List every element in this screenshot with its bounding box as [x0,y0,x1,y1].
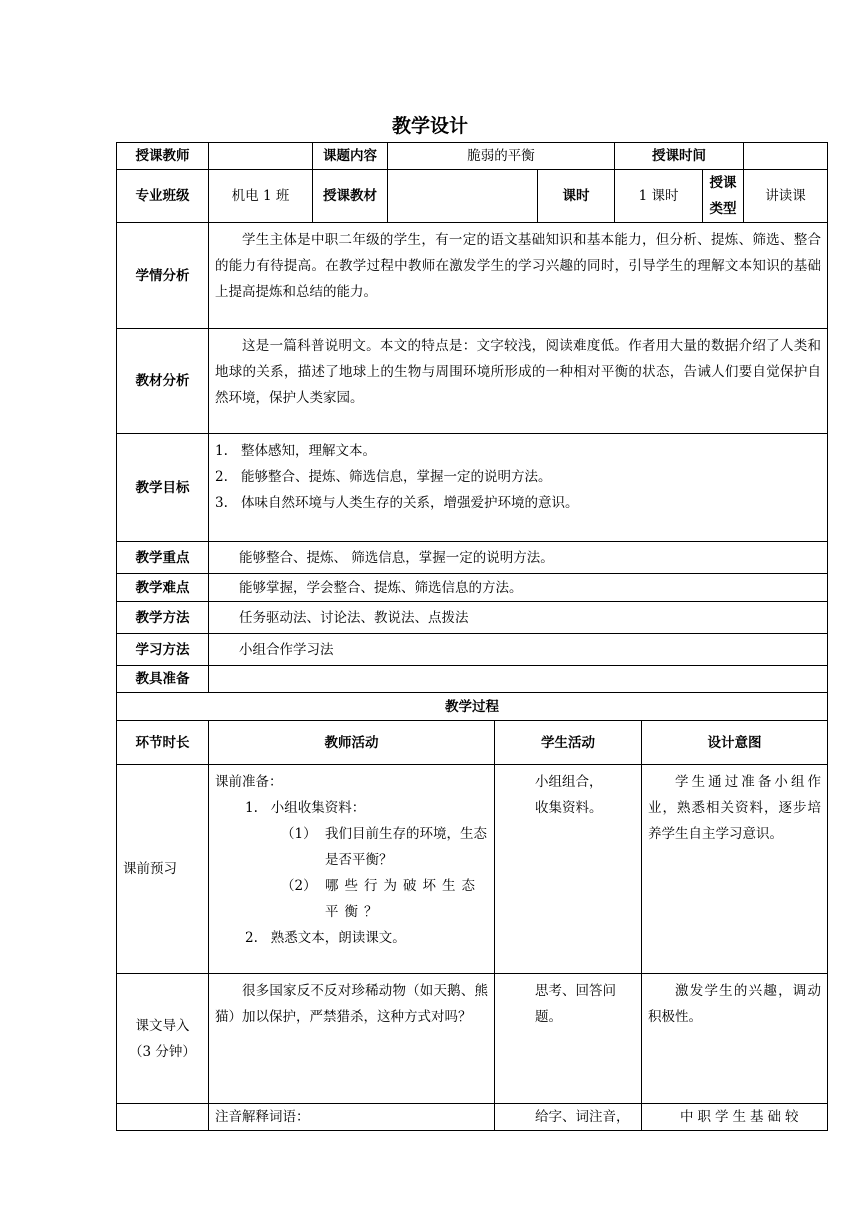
teacher-value [209,143,313,170]
students-analysis-row [117,223,828,329]
header-row-1 [117,143,828,170]
material-analysis-text: 这是一篇科普说明文。本文的特点是：文字较浅，阅读难度低。作者用大量的数据介绍了人类和地球的关系，描述了地球上的生物与周围环境所形成的一种相对平衡的状态，告诫人们要自觉保护自然环境，保护人类家园。 [209,329,828,434]
process-row-words [117,1104,828,1131]
key-point-value: 能够整合、提炼、 筛选信息，掌握一定的说明方法。 [209,542,828,574]
process-title: 教学过程 [117,693,828,721]
time-value [744,143,828,170]
column-header-stage: 环节时长 [117,721,209,765]
type-label: 授课类型 [703,170,744,223]
topic-label: 课题内容 [313,143,388,170]
goal-item: 3. 体味自然环境与人类生存的关系，增强爱护环境的意识。 [215,495,579,511]
stage-intro [117,974,209,1104]
time-label: 授课时间 [615,143,744,170]
intent-intro: 激发学生的兴趣，调动积极性。 [642,974,828,1104]
teacher-label: 授课教师 [117,143,209,170]
process-row-preview [117,765,828,974]
process-title-row [117,693,828,721]
material-label: 授课教材 [313,170,388,223]
goals-row [117,434,828,542]
class-label: 专业班级 [117,170,209,223]
teacher-intro: 课前准备： [215,774,283,790]
teaching-method-row [117,602,828,634]
stage-preview: 课前预习 [117,765,209,974]
hours-label: 课时 [538,170,615,223]
difficulty-row [117,574,828,602]
stage-intro-line-1: 课文导入 [135,1017,190,1034]
student-line-2: 收集资料。 [535,800,603,816]
difficulty-value: 能够掌握，学会整合、提炼、筛选信息的方法。 [209,574,828,602]
student-line-1: 小组组合， [535,774,603,790]
intent-words: 中职学生基础较 [642,1104,828,1131]
material-analysis-label: 教材分析 [117,329,209,434]
teaching-method-label: 教学方法 [117,602,209,634]
class-value: 机电 1 班 [209,170,313,223]
learning-method-row [117,634,828,666]
difficulty-label: 教学难点 [117,574,209,602]
teaching-method-value: 任务驱动法、讨论法、教说法、点拨法 [209,602,828,634]
teacher-activity-preview [209,765,495,974]
student-activity-words: 给字、词注音， [495,1104,642,1131]
goals-list [215,438,821,516]
tools-label: 教具准备 [117,666,209,693]
teacher-item-2: 2. 熟悉文本，朗读课文。 [245,930,406,946]
teacher-subitem-2: （2） 哪些行为破坏生态平衡？ [281,878,481,920]
goals-list-cell [209,434,828,542]
header-row-2 [117,170,828,223]
material-value [388,170,538,223]
students-analysis-text: 学生主体是中职二年级的学生，有一定的语文基础知识和基本能力，但分析、提炼、筛选、整合的能力有待提高。在教学过程中教师在激发学生的学习兴趣的同时，引导学生的理解文本知识的基础上提高提炼和总结的能力。 [209,223,828,329]
key-point-row [117,542,828,574]
stage-intro-line-2: （3 分钟） [129,1043,196,1060]
process-header-row [117,721,828,765]
teacher-activity-words: 注音解释词语： [209,1104,495,1131]
document-title: 教学设计 [391,115,468,137]
lesson-plan-table [116,142,828,1131]
process-row-intro [117,974,828,1104]
intent-preview: 学生通过准备小组作业，熟悉相关资料，逐步培养学生自主学习意识。 [642,765,828,974]
column-header-teacher: 教师活动 [209,721,495,765]
teacher-activity-intro: 很多国家反不反对珍稀动物（如天鹅、熊猫）加以保护，严禁猎杀，这种方式对吗？ [209,974,495,1104]
tools-value [209,666,828,693]
key-point-label: 教学重点 [117,542,209,574]
teacher-item-1: 1. 小组收集资料： [245,800,366,816]
column-header-student: 学生活动 [495,721,642,765]
stage-words [117,1104,209,1131]
type-value: 讲读课 [744,170,828,223]
material-analysis-row [117,329,828,434]
learning-method-label: 学习方法 [117,634,209,666]
topic-value: 脆弱的平衡 [388,143,615,170]
teacher-subitem-1: （1） 我们目前生存的环境，生态是否平衡？ [281,826,487,868]
goals-label: 教学目标 [117,434,209,542]
goal-item: 2. 能够整合、提炼、筛选信息，掌握一定的说明方法。 [215,469,552,485]
learning-method-value: 小组合作学习法 [209,634,828,666]
tools-row [117,666,828,693]
students-analysis-label: 学情分析 [117,223,209,329]
column-header-intent: 设计意图 [642,721,828,765]
student-activity-intro: 思考、回答问题。 [495,974,642,1104]
hours-value: 1 课时 [615,170,703,223]
student-activity-preview [495,765,642,974]
goal-item: 1. 整体感知，理解文本。 [215,443,376,459]
